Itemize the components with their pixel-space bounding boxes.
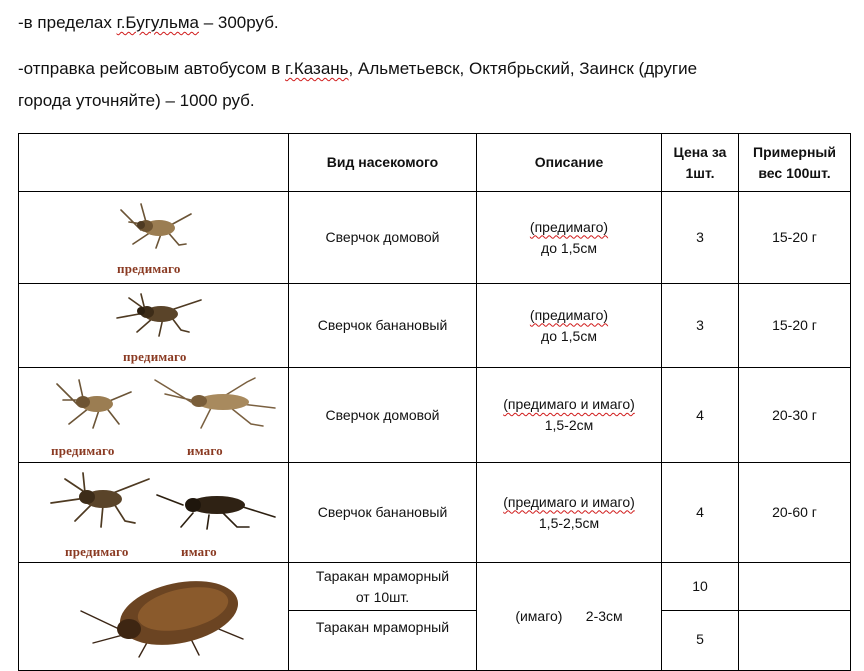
banana-cricket-nymph-image xyxy=(109,288,209,344)
cell-description xyxy=(477,463,662,563)
header-weight xyxy=(739,134,851,192)
cell-type: Сверчок домовой xyxy=(289,368,477,463)
desc-stage: (предимаго) xyxy=(529,218,609,235)
house-cricket-adult-image xyxy=(151,374,281,434)
table-row xyxy=(19,368,851,463)
caption-adult: имаго xyxy=(181,544,217,559)
cell-price: 4 xyxy=(662,463,739,563)
caption-nymph: предимаго xyxy=(123,349,187,364)
cell-weight: 20-30 г xyxy=(739,368,851,463)
desc-size: до 1,5см xyxy=(541,327,597,344)
desc-stage: (предимаго и имаго) xyxy=(503,396,635,412)
delivery-local xyxy=(18,10,279,36)
caption-nymph: предимаго xyxy=(117,261,181,276)
cell-price: 10 xyxy=(662,563,739,611)
roach-photo-cell xyxy=(19,563,289,671)
cell-description xyxy=(477,284,662,368)
header-price xyxy=(662,134,739,192)
table-row xyxy=(19,192,851,284)
cell-weight: 15-20 г xyxy=(739,192,851,284)
cell-price: 4 xyxy=(662,368,739,463)
header-price-l1: Цена за xyxy=(673,143,727,160)
cell-weight: 20-60 г xyxy=(739,463,851,563)
table-row xyxy=(19,563,851,611)
cell-description xyxy=(477,192,662,284)
header-weight-l2: вес 100шт. xyxy=(758,164,831,181)
cell-type xyxy=(289,563,477,611)
cricket-photo-cell xyxy=(19,284,289,368)
banana-cricket-nymph-image xyxy=(45,469,155,533)
cell-weight xyxy=(739,563,851,611)
city-bugulma: г.Бугульма xyxy=(116,13,199,32)
delivery-local-text: -в пределах xyxy=(18,13,117,32)
cell-weight xyxy=(739,611,851,671)
roach-type-l1: Таракан мраморный xyxy=(315,567,450,584)
header-description: Описание xyxy=(477,134,662,192)
cell-price: 5 xyxy=(662,611,739,671)
header-price-l2: 1шт. xyxy=(685,164,715,181)
cricket-photo-cell xyxy=(19,463,289,563)
delivery-bus-cities: , Альметьевск, Октябрьский, Заинск (другие xyxy=(348,59,698,78)
cell-price: 3 xyxy=(662,284,739,368)
table-row xyxy=(19,463,851,563)
table-row xyxy=(19,284,851,368)
header-image xyxy=(19,134,289,192)
cell-price: 3 xyxy=(662,192,739,284)
desc-stage: (предимаго) xyxy=(529,306,609,323)
house-cricket-nymph-image xyxy=(111,200,201,254)
price-table xyxy=(18,133,851,671)
delivery-bus xyxy=(18,56,697,82)
marbled-cockroach-image xyxy=(79,569,249,659)
desc-size: 1,5-2,5см xyxy=(538,514,600,531)
cell-type: Сверчок банановый xyxy=(289,463,477,563)
cell-type: Сверчок банановый xyxy=(289,284,477,368)
delivery-bus-text: -отправка рейсовым автобусом в xyxy=(18,59,286,78)
city-kazan: г.Казань xyxy=(285,59,349,78)
house-cricket-nymph-image xyxy=(49,376,139,434)
delivery-bus-cont: города уточняйте) – 1000 руб. xyxy=(18,91,255,110)
cell-type: Таракан мраморный xyxy=(289,611,477,671)
roach-type-l2: от 10шт. xyxy=(355,588,410,605)
caption-nymph: предимаго xyxy=(51,443,115,458)
caption-nymph: предимаго xyxy=(65,544,129,559)
cell-description: (имаго) 2-3см xyxy=(477,563,662,671)
caption-adult: имаго xyxy=(187,443,223,458)
desc-size: 1,5-2см xyxy=(544,417,594,433)
cell-weight: 15-20 г xyxy=(739,284,851,368)
cricket-photo-cell xyxy=(19,192,289,284)
header-insect-type: Вид насекомого xyxy=(289,134,477,192)
cricket-photo-cell xyxy=(19,368,289,463)
delivery-local-price: – 300руб. xyxy=(198,13,279,32)
header-weight-l1: Примерный xyxy=(753,143,836,160)
cell-type: Сверчок домовой xyxy=(289,192,477,284)
cell-description xyxy=(477,368,662,463)
banana-cricket-adult-image xyxy=(153,481,279,531)
desc-stage: (предимаго и имаго) xyxy=(503,493,635,510)
desc-size: до 1,5см xyxy=(541,239,597,256)
table-header-row xyxy=(19,134,851,192)
